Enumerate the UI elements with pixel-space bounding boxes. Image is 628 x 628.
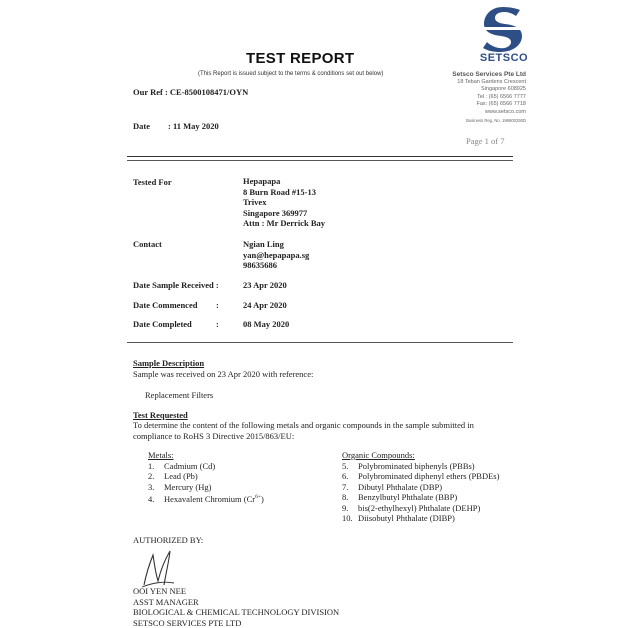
list-item: 4. Hexavalent Chromium $(Cr^{6+})$ — [148, 493, 264, 504]
contact-line: Ngian Ling — [243, 239, 284, 249]
divider-line — [127, 342, 513, 343]
date-commenced-value: 24 Apr 2020 — [243, 300, 287, 310]
test-requested-line: compliance to RoHS 3 Directive 2015/863/EU: — [133, 430, 295, 441]
company-address-line: 18 Teban Gardens Crescent — [457, 78, 526, 85]
authorized-by-heading: AUTHORIZED BY: — [133, 535, 204, 545]
tested-for-line: Singapore 369977 — [243, 207, 308, 218]
company-name: Setsco Services Pte Ltd — [452, 71, 526, 78]
date-completed-value: 08 May 2020 — [243, 319, 290, 329]
list-item: 9. bis(2-ethylhexyl) Phthalate (DEHP) — [342, 502, 481, 513]
date-completed-colon: : — [216, 319, 219, 329]
sample-description-heading: Sample Description — [133, 358, 205, 368]
tested-for-line: 8 Burn Road #15-13 — [243, 186, 316, 197]
date-received-label: Date Sample Received : — [133, 280, 219, 290]
metals-heading: Metals: — [148, 450, 174, 460]
authorizer-company: SETSCO SERVICES PTE LTD — [133, 617, 242, 628]
contact-block — [243, 239, 309, 271]
authorizer-division: BIOLOGICAL & CHEMICAL TECHNOLOGY DIVISION — [133, 607, 340, 617]
logo-text: SETSCO — [479, 52, 529, 64]
list-item: 6. Polybrominated diphenyl ethers (PBDEs) — [342, 471, 500, 481]
report-date — [133, 121, 219, 131]
tested-for-block — [243, 176, 325, 229]
organics-heading: Organic Compounds: — [342, 450, 415, 460]
list-item: 2. Lead (Pb) — [148, 471, 198, 481]
setsco-logo — [480, 5, 526, 53]
company-address-line: Singapore 608925 — [481, 86, 526, 93]
list-item: 1. Cadmium (Cd) — [148, 460, 216, 471]
report-title: TEST REPORT — [246, 50, 355, 67]
divider-line — [127, 160, 513, 161]
company-web: www.setsco.com — [485, 108, 526, 115]
test-requested-line: To determine the content of the following metals and organic compounds in the sample submitted in — [133, 420, 474, 430]
signature-mark — [140, 547, 176, 589]
contact-line: yan@hepapapa.sg — [243, 249, 310, 260]
authorizer-position: ASST MANAGER — [133, 596, 199, 607]
contact-label: Contact — [133, 239, 162, 249]
tested-for-line: Hepapapa — [243, 176, 281, 186]
report-subtitle: (This Report is issued subject to the terms & conditions set out below) — [198, 71, 384, 77]
contact-line: 98635686 — [243, 260, 277, 270]
date-completed-label: Date Completed — [133, 319, 192, 329]
company-tel: Tel : (65) 6566 7777 — [477, 93, 526, 100]
tested-for-label: Tested For — [133, 177, 172, 187]
list-item: 10. Diisobutyl Phthalate (DIBP) — [342, 513, 455, 523]
metals-list — [148, 450, 264, 504]
date-commenced-label: Date Commenced — [133, 300, 198, 310]
company-fax: Fax: (65) 6566 7718 — [476, 101, 526, 108]
our-reference: Our Ref : CE-8500108471/OYN — [133, 87, 249, 97]
divider-line — [127, 156, 513, 157]
authorizer-name: OOI YEN NEE — [133, 586, 187, 596]
date-received-value: 23 Apr 2020 — [243, 280, 287, 290]
sample-reference: Replacement Filters — [145, 390, 214, 400]
page-number: Page 1 of 7 — [466, 136, 505, 146]
list-item: 5. Polybrominated biphenyls (PBBs) — [342, 460, 475, 471]
list-item: 8. Benzylbutyl Phthalate (BBP) — [342, 492, 458, 502]
date-value: : 11 May 2020 — [168, 121, 219, 131]
date-commenced-colon: : — [216, 300, 219, 310]
authorizer-block — [133, 586, 339, 628]
sample-description-text: Sample was received on 23 Apr 2020 with reference: — [133, 369, 314, 379]
organics-list — [342, 450, 499, 524]
date-label: Date — [133, 121, 150, 131]
company-regno: Business Reg. No. 196900250D — [466, 117, 526, 123]
list-item: 3. Mercury (Hg) — [148, 481, 212, 492]
tested-for-line: Attn : Mr Derrick Bay — [243, 218, 325, 228]
tested-for-line: Trivex — [243, 197, 267, 207]
list-item: 7. Dibutyl Phthalate (DBP) — [342, 481, 443, 492]
test-requested-text — [133, 420, 474, 441]
test-requested-heading: Test Requested — [133, 410, 188, 420]
company-address-block — [406, 71, 526, 124]
